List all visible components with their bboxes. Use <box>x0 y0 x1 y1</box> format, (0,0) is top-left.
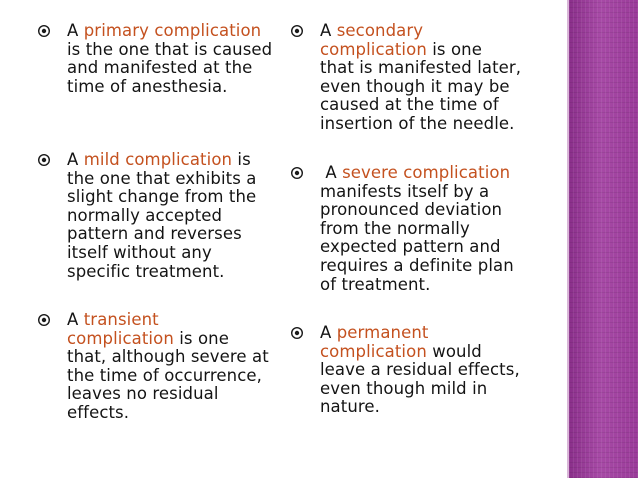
term-highlight: secondary <box>336 21 424 40</box>
decorative-sidebar <box>569 0 638 478</box>
bullet-text: A permanent complication would leave a residual effects, even though mild in nature. <box>320 323 520 417</box>
term-highlight: complication <box>320 341 427 361</box>
bullet-text: A primary complication is the one that is caused and manifested at the time of anesthesia. <box>67 21 273 96</box>
term-highlight: primary complication <box>83 21 262 40</box>
circled-dot-bullet-icon <box>37 313 51 327</box>
term-highlight: mild complication <box>83 150 233 169</box>
term-highlight: severe complication <box>342 163 511 182</box>
term-highlight: transient <box>83 310 159 329</box>
circled-dot-bullet-icon <box>290 166 304 180</box>
circled-dot-bullet-icon <box>37 24 51 38</box>
circled-dot-bullet-icon <box>290 326 304 340</box>
bullet-text: A transient complication is one that, although severe at the time of occurrence, leaves no residual effects. <box>67 310 269 422</box>
bullet-text: A secondary complication is one that is manifested later, even though it may be caused at the time of insertion of the needle. <box>320 21 522 133</box>
term-highlight: complication <box>320 39 427 59</box>
bullet-text: A mild complication is the one that exhibits a slight change from the normally accepted pattern and reverses itself without any specific treatment. <box>67 150 257 281</box>
circled-dot-bullet-icon <box>37 153 51 167</box>
term-highlight: complication <box>67 328 174 348</box>
circled-dot-bullet-icon <box>290 24 304 38</box>
term-highlight: permanent <box>336 323 429 342</box>
bullet-text: A severe complication manifests itself by a pronounced deviation from the normally expected pattern and requires a definite plan of treatment. <box>320 163 514 294</box>
